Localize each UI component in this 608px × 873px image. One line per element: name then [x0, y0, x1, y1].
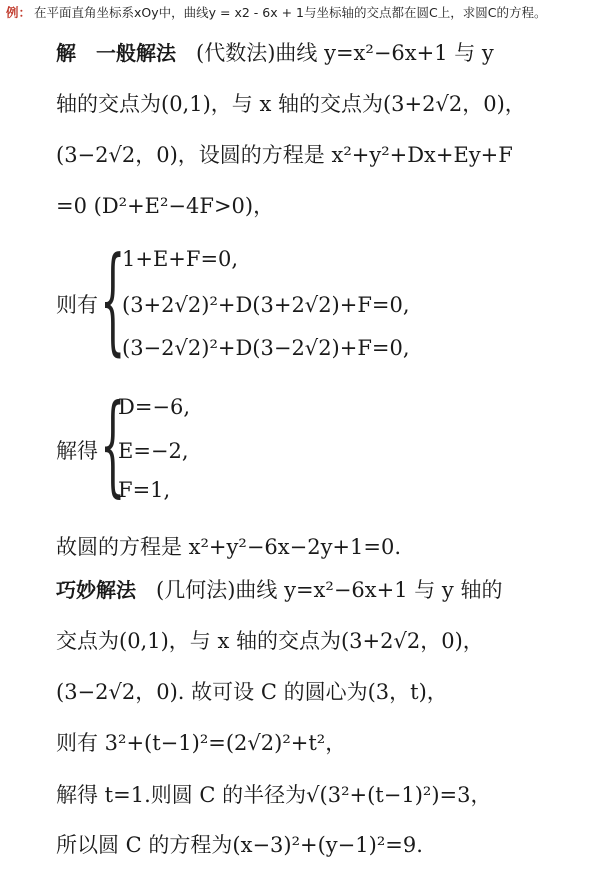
method2-line6: 所以圆 C 的方程为(x−3)²+(y−1)²=9. — [56, 833, 423, 857]
method2-line2: 交点为(0,1)，与 x 轴的交点为(3+2√2，0)， — [56, 629, 484, 653]
system-eq-2: (3+2√2)²+D(3+2√2)+F=0, — [122, 293, 410, 317]
method2-line1 — [56, 575, 502, 605]
method1-line3: (3−2√2，0)，设圆的方程是 x²+y²+Dx+Ey+F — [56, 143, 513, 167]
method1-title: 解 一般解法 — [56, 41, 176, 65]
problem-statement: 在平面直角坐标系xOy中，曲线y = x2 - 6x + 1与坐标轴的交点都在圆C上，求圆C的方程。 — [34, 5, 547, 20]
method2-line3: (3−2√2，0). 故可设 C 的圆心为(3，t)， — [56, 680, 448, 704]
system-eq-3: (3−2√2)²+D(3−2√2)+F=0, — [122, 336, 410, 360]
system-label: 则有 — [56, 293, 98, 317]
method1-conclusion: 故圆的方程是 x²+y²−6x−2y+1=0. — [56, 535, 402, 559]
method1-line1 — [56, 38, 494, 68]
method2-intro: (几何法)曲线 y=x²−6x+1 与 y 轴的 — [156, 578, 503, 602]
solution-e: E=−2, — [118, 439, 189, 463]
method1-intro: (代数法)曲线 y=x²−6x+1 与 y — [196, 41, 494, 65]
method2-title: 巧妙解法 — [56, 578, 136, 602]
solve-label: 解得 — [56, 439, 98, 463]
method1-line4: =0 (D²+E²−4F>0)， — [56, 194, 275, 218]
problem-header — [6, 0, 606, 26]
left-brace-solution: { — [100, 382, 126, 510]
method1-line2: 轴的交点为(0,1)，与 x 轴的交点为(3+2√2，0)， — [56, 92, 526, 116]
solution-f: F=1, — [118, 478, 171, 502]
left-brace-system: { — [100, 235, 126, 369]
method2-line5: 解得 t=1.则圆 C 的半径为√(3²+(t−1)²)=3， — [56, 783, 492, 807]
system-eq-1: 1+E+F=0, — [122, 247, 239, 271]
method2-line4: 则有 3²+(t−1)²=(2√2)²+t²， — [56, 731, 347, 755]
solution-d: D=−6, — [118, 395, 191, 419]
example-label: 例： — [6, 5, 32, 20]
